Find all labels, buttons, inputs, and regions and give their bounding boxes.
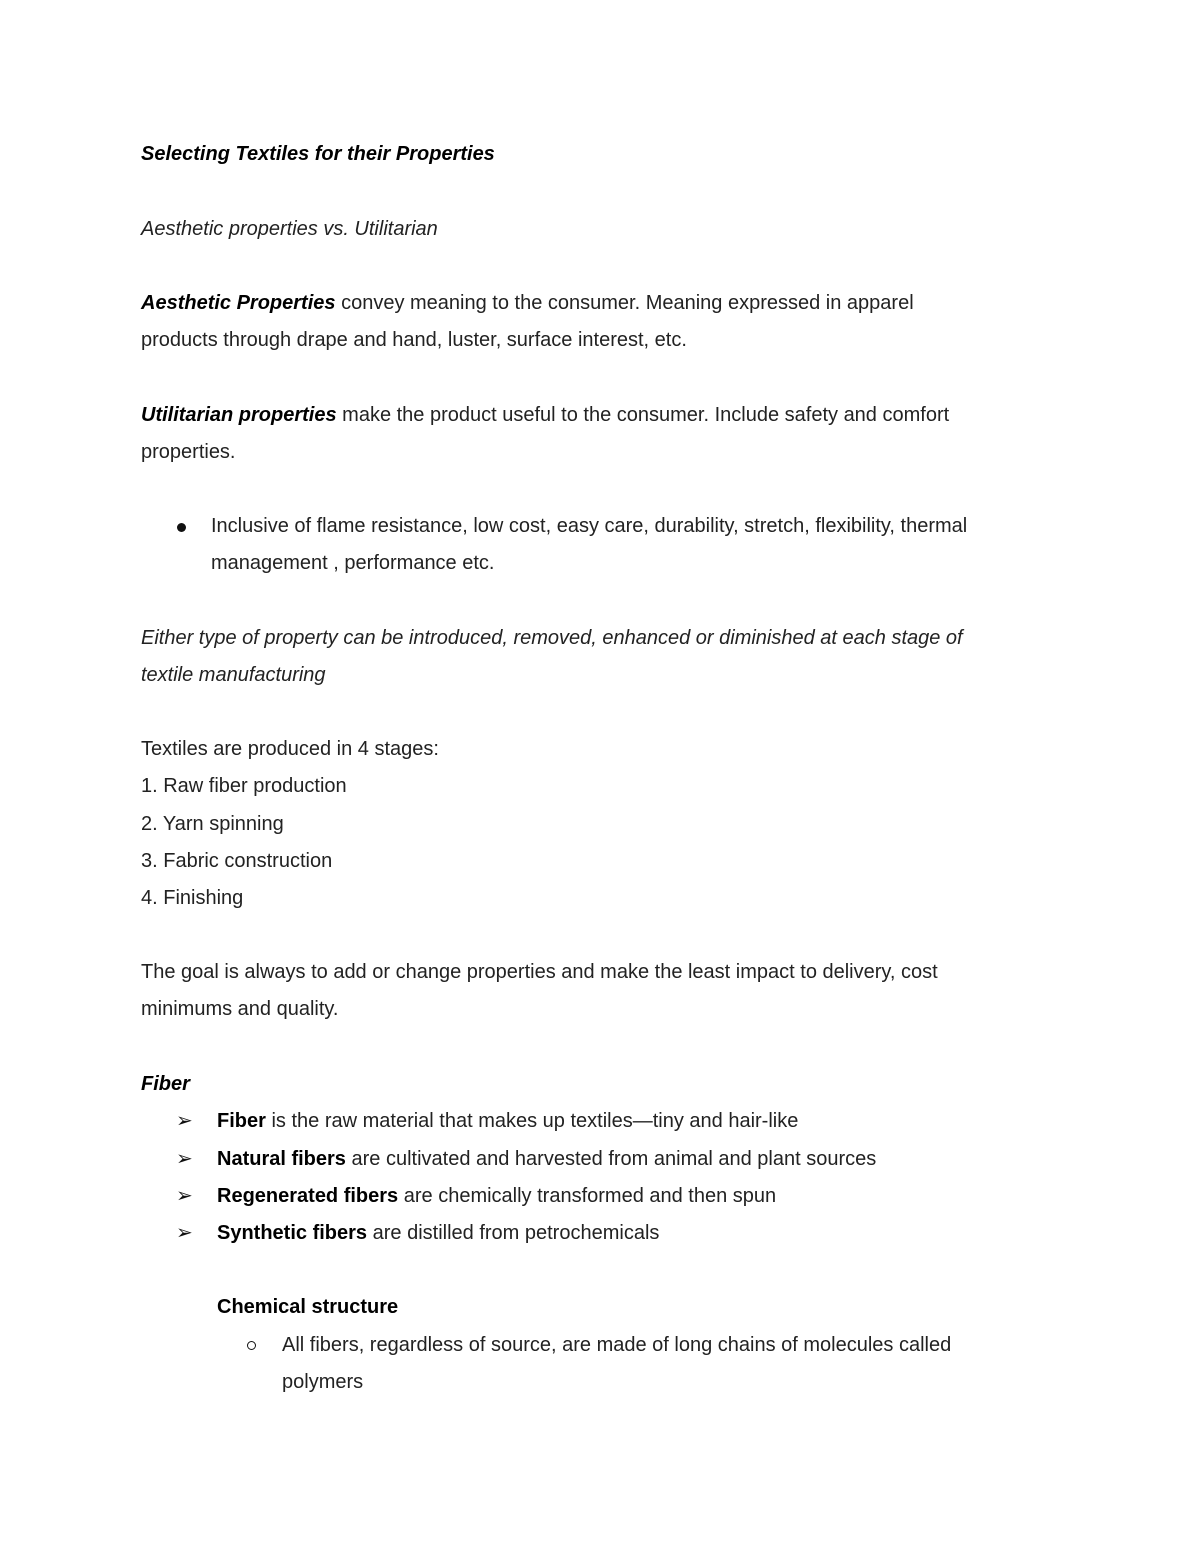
utilitarian-bullet-line-2: management , performance etc. xyxy=(211,552,495,574)
stage-item-1: 1. Raw fiber production xyxy=(141,775,347,797)
bullet-dot-icon xyxy=(177,523,186,532)
document-title: Selecting Textiles for their Properties xyxy=(141,143,495,165)
utilitarian-term: Utilitarian properties xyxy=(141,404,337,426)
aesthetic-paragraph-line-2: products through drape and hand, luster, surface interest, etc. xyxy=(141,329,687,351)
chemical-bullet-line-1: All fibers, regardless of source, are made of long chains of molecules called xyxy=(282,1334,952,1356)
fiber-item-text: are cultivated and harvested from animal and plant sources xyxy=(345,1148,877,1170)
goal-paragraph-line-1: The goal is always to add or change properties and make the least impact to delivery, cost xyxy=(141,961,938,983)
arrow-bullet-icon: ➢ xyxy=(176,1222,193,1244)
either-paragraph-line-1: Either type of property can be introduced, removed, enhanced or diminished at each stage of xyxy=(141,627,963,649)
fiber-item-3 xyxy=(217,1184,776,1208)
aesthetic-paragraph-line-1 xyxy=(141,291,914,315)
fiber-item-4 xyxy=(217,1221,659,1245)
fiber-item-term: Natural fibers xyxy=(217,1148,346,1170)
fiber-item-term: Synthetic fibers xyxy=(217,1222,368,1244)
stages-intro: Textiles are produced in 4 stages: xyxy=(141,738,439,760)
either-paragraph-line-2: textile manufacturing xyxy=(141,664,326,686)
chemical-structure-heading: Chemical structure xyxy=(217,1296,399,1318)
goal-paragraph-line-2: minimums and quality. xyxy=(141,998,339,1020)
subtitle: Aesthetic properties vs. Utilitarian xyxy=(141,218,438,240)
fiber-item-text: is the raw material that makes up textiles—tiny and hair-like xyxy=(265,1110,799,1132)
stage-item-4: 4. Finishing xyxy=(141,887,244,909)
utilitarian-bullet-line-1: Inclusive of flame resistance, low cost, easy care, durability, stretch, flexibility, thermal xyxy=(211,515,968,537)
fiber-item-text: are chemically transformed and then spun xyxy=(398,1185,777,1207)
utilitarian-text-1: make the product useful to the consumer. Include safety and comfort xyxy=(336,404,950,426)
arrow-bullet-icon: ➢ xyxy=(176,1185,193,1207)
arrow-bullet-icon: ➢ xyxy=(176,1110,193,1132)
fiber-item-1 xyxy=(217,1109,798,1133)
fiber-item-text: are distilled from petrochemicals xyxy=(367,1222,660,1244)
fiber-item-term: Fiber xyxy=(217,1110,266,1132)
arrow-bullet-icon: ➢ xyxy=(176,1148,193,1170)
stage-item-2: 2. Yarn spinning xyxy=(141,813,284,835)
fiber-item-2 xyxy=(217,1147,876,1171)
stage-item-3: 3. Fabric construction xyxy=(141,850,333,872)
utilitarian-paragraph-line-2: properties. xyxy=(141,441,236,463)
fiber-item-term: Regenerated fibers xyxy=(217,1185,399,1207)
utilitarian-paragraph-line-1 xyxy=(141,403,949,427)
fiber-heading: Fiber xyxy=(141,1073,190,1095)
hollow-circle-bullet-icon xyxy=(247,1341,256,1350)
chemical-bullet-line-2: polymers xyxy=(282,1371,364,1393)
aesthetic-text-1: convey meaning to the consumer. Meaning expressed in apparel xyxy=(335,292,914,314)
aesthetic-term: Aesthetic Properties xyxy=(141,292,336,314)
